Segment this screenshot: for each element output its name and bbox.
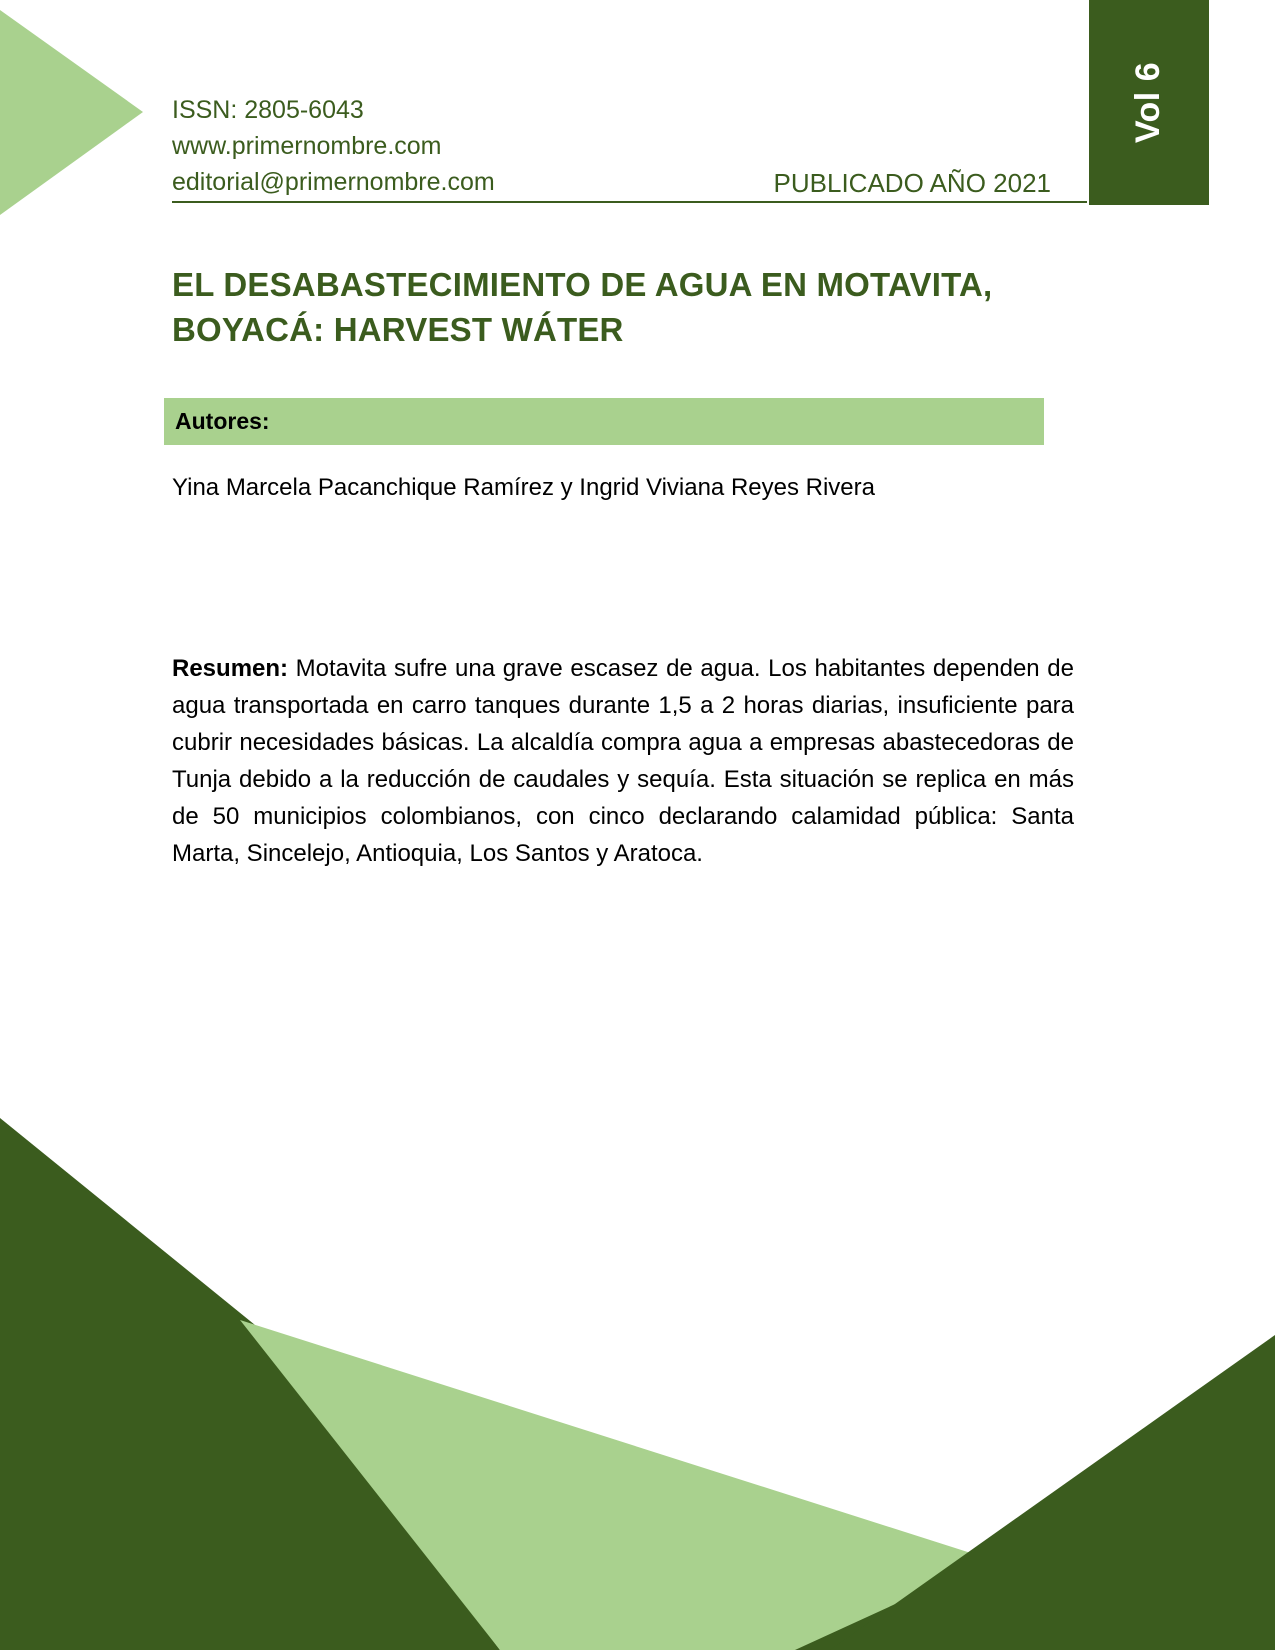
authors-names: Yina Marcela Pacanchique Ramírez y Ingrid Viviana Reyes Rivera [172, 474, 875, 501]
published-year-text: PUBLICADO AÑO 2021 [773, 168, 1051, 198]
bottom-right-dark-wedge-shape [795, 1430, 1275, 1650]
abstract-label: Resumen: [172, 655, 289, 682]
publisher-contact-block [172, 92, 495, 200]
abstract-body: Motavita sufre una grave escasez de agua. Los habitantes dependen de agua transportada en carro tanques durante 1,5 a 2 horas diarias, insuficiente para cubrir necesidades básicas. La alcaldía compra agua a empresas abastecedoras de Tunja debido a la reducción de caudales y sequía. Esta situación se replica en más de 50 municipios colombianos, con cinco declarando calamidad pública: Santa Marta, Sincelejo, Antioquia, Los Santos y Aratoca. [172, 655, 1074, 867]
volume-badge [1089, 0, 1209, 205]
bottom-left-dark-wedge-shape [0, 1118, 500, 1650]
volume-label: Vol 6 [1129, 61, 1168, 144]
masthead [172, 92, 1087, 200]
issn-text: ISSN: 2805-6043 [172, 96, 364, 124]
email-link[interactable]: editorial@primernombre.com [172, 168, 495, 196]
website-link[interactable]: www.primernombre.com [172, 132, 442, 160]
authors-label: Autores: [175, 408, 270, 434]
abstract-block [172, 650, 1074, 872]
top-left-triangle-shape [0, 10, 143, 215]
header-divider-rule [172, 201, 1087, 203]
authors-band [164, 398, 1044, 445]
page-title: EL DESABASTECIMIENTO DE AGUA EN MOTAVITA, BOYACÁ: HARVEST WÁTER [172, 266, 993, 348]
bottom-right-dark-upper-shape [830, 1335, 1275, 1650]
bottom-middle-light-wedge-shape [240, 1320, 1275, 1650]
